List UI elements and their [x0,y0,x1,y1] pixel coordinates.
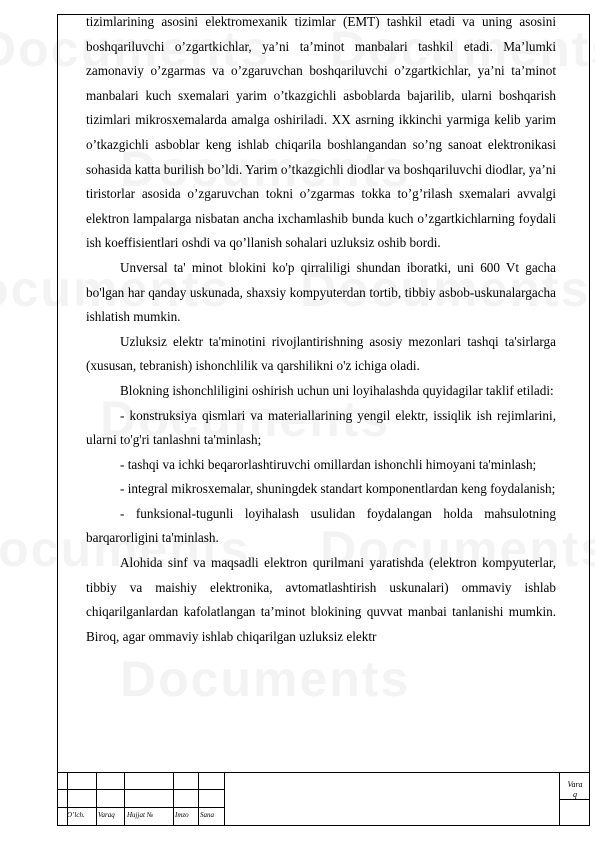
label-varaq: Varaq [98,811,115,819]
sheet-label-line-1: Vara [567,780,583,789]
title-block-top-line [57,772,590,773]
label-olch: O’lch. [67,811,85,819]
list-item-4: - funksional-tugunli loyihalash usulidan foydalangan holda mahsulotning barqarorligini ta'minlash. [86,505,556,546]
title-block-col-line [96,772,97,826]
paragraph-selection: Alohida sinf va maqsadli elektron qurilmani yaratishda (elektron kompyuterlar, tibbiy va maishiy elektronika, avtomatlashtirish uskunalari) ommaviy ishlab chiqarilganlardan kafolatlangan ta’minot blokining quvvat manbai tanlanishi mumkin. Biroq, agar ommaviy ishlab chiqarilgan uzluksiz elektr [86,555,556,644]
document-body [86,10,556,649]
paragraph-reliability-intro: Blokning ishonchliligini oshirish uchun uni loyihalashda quyidagilar taklif etiladi: [120,382,554,398]
title-block-col-line [124,772,125,826]
sheet-label [562,780,588,800]
title-block-col-line [224,772,225,826]
title-block-col-line [173,772,174,826]
label-imzo: Imzo [175,811,189,819]
title-block-col-line [198,772,199,826]
list-item-3: - integral mikrosxemalar, shuningdek standart komponentlardan keng foydalanish; [120,481,556,497]
label-sana: Sana [200,811,214,819]
sheet-label-line-2: q [573,790,577,799]
label-hujjat: Hujjat № [127,811,154,819]
title-block [57,772,590,826]
paragraph-criteria: Uzluksiz elektr ta'minotini rivojlantirishning asosiy mezonlari tashqi ta'sirlarga (xususan, tebranish) ishonchlilik va qarshilikni o'z ichiga oladi. [86,333,556,374]
list-item-2: - tashqi va ichki beqarorlashtiruvchi omillardan ishonchli himoyani ta'minlash; [120,456,537,472]
paragraph-universal-supply: Unversal ta' minot blokini ko'p qirraliligi shundan iboratki, uni 600 Vt gacha bo'lgan har qanday uskunada, shaxsiy kompyuterdan tortib, tibbiy asbob-uskunalargacha ishlatish mumkin. [86,259,556,325]
list-item-1: - konstruksiya qismlari va materiallarining yengil elektr, issiqlik ish rejimlarini, ularni to'g'ri tanlashni ta'minlash; [86,407,556,448]
paragraph-continuation: tizimlarining asosini elektromexanik tizimlar (EMT) tashkil etadi va uning asosini boshqariluvchi o’zgartkichlar, ya’ni ta’minot manbalari tashkil etadi. Ma’lumki zamonaviy o’zgarmas va o’zgaruvchan boshqariluvchi o’zgartkichlar, ya’ni ta’minot manbalari kuch sxemalari yarim o’tkazgichli asboblarda bajarilib, ularni boshqarish tizimlari mikrosxemalarda amalga oshiriladi. XX asrning ikkinchi yarmiga kelib yarim o’tkazgichli asboblar keng ishlab chiqarila boshlangandan so’ng sanoat elektronikasi sohasida katta burilish bo’ldi. Yarim o’tkazgichli diodlar va boshqariluvchi diodlar, ya’ni tiristorlar asosida o’zgaruvchan tokni o’zgarmas tokka to’g’rilash sxemalari avvalgi elektron lampalarga nisbatan ancha ixchamlashib bunda kuch o’zgartkichlarning foydali ish koeffisientlari oshdi va qo’llanish sohalari uzluksiz oshib bordi. [86,14,556,251]
